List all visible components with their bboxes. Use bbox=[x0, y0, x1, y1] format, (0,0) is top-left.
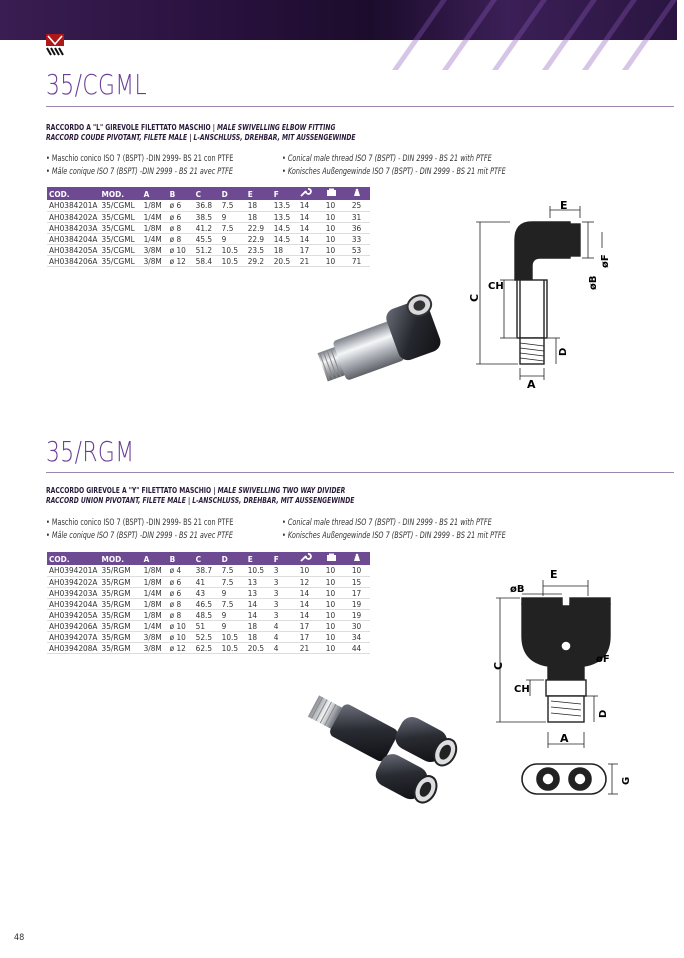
table-cell: 1/8M bbox=[142, 609, 168, 620]
spec-table bbox=[47, 187, 370, 267]
table-cell: 14 bbox=[298, 609, 324, 620]
table-cell: 35/RGM bbox=[100, 631, 142, 642]
dim-label: E bbox=[560, 199, 568, 212]
table-cell: 35/RGM bbox=[100, 565, 142, 576]
wrench-icon bbox=[300, 188, 310, 197]
table-cell: 20.5 bbox=[246, 642, 272, 653]
table-cell: 7.5 bbox=[220, 222, 246, 233]
table-cell: 10 bbox=[324, 587, 350, 598]
table-cell: 22.9 bbox=[246, 233, 272, 244]
table-row bbox=[47, 211, 370, 222]
table-cell: AH0394208A bbox=[47, 642, 100, 653]
table-cell: 18 bbox=[246, 200, 272, 211]
company-logo bbox=[45, 34, 65, 56]
table-cell: 35/RGM bbox=[100, 642, 142, 653]
table-cell: 51.2 bbox=[194, 244, 220, 255]
spec-bullets-left: • Maschio conico ISO 7 (BSPT) -DIN 2999- BS 21 con PTFE • Mâle conique ISO 7 (BSPT) -DIN 2999 - BS 21 avec PTFE bbox=[46, 152, 233, 178]
table-cell: 1/8M bbox=[142, 222, 168, 233]
table-cell: 62.5 bbox=[194, 642, 220, 653]
table-cell: ø 6 bbox=[168, 576, 194, 587]
table-cell: 17 bbox=[350, 587, 370, 598]
spec-table bbox=[47, 552, 370, 654]
table-cell: 38.7 bbox=[194, 565, 220, 576]
table-cell: 10 bbox=[324, 565, 350, 576]
table-cell: AH0394203A bbox=[47, 587, 100, 598]
table-cell: ø 12 bbox=[168, 642, 194, 653]
table-cell: AH0394204A bbox=[47, 598, 100, 609]
table-cell: 52.5 bbox=[194, 631, 220, 642]
table-cell: 3 bbox=[272, 565, 298, 576]
table-cell: ø 10 bbox=[168, 244, 194, 255]
table-cell: 35/CGML bbox=[100, 222, 142, 233]
table-cell: 9 bbox=[220, 587, 246, 598]
box-icon bbox=[326, 188, 337, 197]
page-number: 48 bbox=[14, 933, 25, 943]
weight-icon bbox=[352, 553, 362, 562]
table-row bbox=[47, 576, 370, 587]
table-cell: ø 8 bbox=[168, 222, 194, 233]
table-cell: 35/RGM bbox=[100, 620, 142, 631]
table-cell: 7.5 bbox=[220, 576, 246, 587]
table-cell: 3/8M bbox=[142, 244, 168, 255]
table-cell: 9 bbox=[220, 620, 246, 631]
table-cell: 17 bbox=[298, 244, 324, 255]
dim-label: CH bbox=[514, 684, 530, 695]
table-cell: 12 bbox=[298, 576, 324, 587]
y-divider-photo bbox=[298, 692, 468, 817]
table-row bbox=[47, 255, 370, 266]
dim-label: CH bbox=[488, 281, 504, 292]
table-cell: ø 8 bbox=[168, 233, 194, 244]
table-cell: 15 bbox=[350, 576, 370, 587]
table-cell: 10.5 bbox=[220, 244, 246, 255]
table-cell: 3/8M bbox=[142, 642, 168, 653]
elbow-fitting-photo bbox=[298, 294, 458, 384]
table-cell: ø 10 bbox=[168, 631, 194, 642]
y-divider-technical-drawing bbox=[488, 566, 638, 806]
table-cell: 10 bbox=[350, 565, 370, 576]
table-cell: 25 bbox=[350, 200, 370, 211]
table-cell: 4 bbox=[272, 642, 298, 653]
table-row bbox=[47, 222, 370, 233]
table-cell: 3/8M bbox=[142, 255, 168, 266]
table-cell: 3 bbox=[272, 587, 298, 598]
table-cell: 1/4M bbox=[142, 211, 168, 222]
table-cell: 14 bbox=[298, 200, 324, 211]
table-cell: 44 bbox=[350, 642, 370, 653]
table-cell: AH0384201A bbox=[47, 200, 100, 211]
table-cell: 23.5 bbox=[246, 244, 272, 255]
table-cell: 35/RGM bbox=[100, 609, 142, 620]
table-row bbox=[47, 233, 370, 244]
table-cell: 1/4M bbox=[142, 587, 168, 598]
table-cell: AH0384206A bbox=[47, 255, 100, 266]
table-cell: 18 bbox=[246, 631, 272, 642]
dim-label: G bbox=[621, 776, 632, 785]
table-cell: 45.5 bbox=[194, 233, 220, 244]
table-cell: 19 bbox=[350, 609, 370, 620]
table-cell: 48.5 bbox=[194, 609, 220, 620]
table-cell: 35/RGM bbox=[100, 598, 142, 609]
table-cell: 18 bbox=[246, 211, 272, 222]
table-cell: 10 bbox=[324, 620, 350, 631]
table-cell: 35/CGML bbox=[100, 233, 142, 244]
table-cell: AH0384205A bbox=[47, 244, 100, 255]
dim-label: C bbox=[492, 661, 505, 670]
table-cell: 58.4 bbox=[194, 255, 220, 266]
table-cell: 10.5 bbox=[220, 642, 246, 653]
dim-label: D bbox=[558, 347, 569, 356]
table-cell: AH0394207A bbox=[47, 631, 100, 642]
table-header-row: COD. MOD. A B C D E F bbox=[47, 552, 370, 565]
table-cell: 33 bbox=[350, 233, 370, 244]
box-icon bbox=[326, 553, 337, 562]
table-cell: 4 bbox=[272, 631, 298, 642]
table-cell: 10 bbox=[298, 565, 324, 576]
table-cell: 14 bbox=[246, 598, 272, 609]
table-row bbox=[47, 565, 370, 576]
table-cell: 7.5 bbox=[220, 565, 246, 576]
table-cell: 3 bbox=[272, 598, 298, 609]
table-cell: 10 bbox=[324, 233, 350, 244]
elbow-technical-drawing bbox=[470, 200, 630, 390]
dim-label: A bbox=[527, 378, 536, 391]
table-cell: 22.9 bbox=[246, 222, 272, 233]
dim-label: A bbox=[560, 732, 569, 745]
table-cell: 30 bbox=[350, 620, 370, 631]
table-cell: 41.2 bbox=[194, 222, 220, 233]
table-cell: 18 bbox=[246, 620, 272, 631]
table-cell: 10 bbox=[324, 255, 350, 266]
product-description: RACCORDO GIREVOLE A "Y" FILETTATO MASCHIO | MALE SWIVELLING TWO WAY DIVIDER RACCORD UNION PIVOTANT, FILETE MALE | L-ANSCHLUSS, DREHBAR, MIT AUSSENGEWINDE bbox=[46, 485, 355, 505]
table-cell: 53 bbox=[350, 244, 370, 255]
table-cell: AH0394201A bbox=[47, 565, 100, 576]
table-cell: 20.5 bbox=[272, 255, 298, 266]
table-cell: 51 bbox=[194, 620, 220, 631]
table-cell: 14.5 bbox=[272, 233, 298, 244]
table-cell: 21 bbox=[298, 642, 324, 653]
table-cell: 35/CGML bbox=[100, 255, 142, 266]
table-cell: 41 bbox=[194, 576, 220, 587]
table-cell: 1/4M bbox=[142, 233, 168, 244]
table-cell: 10.5 bbox=[220, 255, 246, 266]
table-header-row: COD. MOD. A B C D E F bbox=[47, 187, 370, 200]
table-cell: 14 bbox=[298, 233, 324, 244]
header-band bbox=[0, 0, 677, 40]
table-cell: 35/RGM bbox=[100, 587, 142, 598]
table-row bbox=[47, 642, 370, 653]
table-cell: 13.5 bbox=[272, 211, 298, 222]
table-cell: 46.5 bbox=[194, 598, 220, 609]
table-cell: 10 bbox=[324, 631, 350, 642]
table-cell: 14 bbox=[298, 222, 324, 233]
table-cell: AH0394202A bbox=[47, 576, 100, 587]
table-cell: 3 bbox=[272, 609, 298, 620]
table-cell: 1/8M bbox=[142, 598, 168, 609]
table-cell: 29.2 bbox=[246, 255, 272, 266]
table-cell: AH0384203A bbox=[47, 222, 100, 233]
table-cell: 19 bbox=[350, 598, 370, 609]
table-cell: 10.5 bbox=[220, 631, 246, 642]
product-description: RACCORDO A "L" GIREVOLE FILETTATO MASCHIO | MALE SWIVELLING ELBOW FITTING RACCORD COUDE PIVOTANT, FILETE MALE | L-ANSCHLUSS, DREHBAR, MIT AUSSENGEWINDE bbox=[46, 122, 356, 142]
table-row bbox=[47, 620, 370, 631]
dim-label: C bbox=[468, 293, 481, 302]
table-cell: ø 8 bbox=[168, 598, 194, 609]
table-cell: 3/8M bbox=[142, 631, 168, 642]
title-divider bbox=[46, 106, 674, 107]
table-cell: 10 bbox=[324, 576, 350, 587]
wrench-icon bbox=[300, 553, 310, 562]
dim-label: øB bbox=[588, 275, 599, 290]
table-row bbox=[47, 598, 370, 609]
dim-label: øF bbox=[600, 254, 611, 268]
table-cell: 10 bbox=[324, 642, 350, 653]
table-cell: 43 bbox=[194, 587, 220, 598]
table-cell: 1/8M bbox=[142, 576, 168, 587]
weight-icon bbox=[352, 188, 362, 197]
table-cell: 10 bbox=[324, 244, 350, 255]
spec-bullets-right: • Conical male thread ISO 7 (BSPT) - DIN 2999 - BS 21 with PTFE • Konisches Außengewinde ISO 7 (BSPT) - DIN 2999 - BS 21 mit PTFE bbox=[282, 516, 506, 542]
table-cell: 7.5 bbox=[220, 598, 246, 609]
table-row bbox=[47, 200, 370, 211]
table-cell: ø 12 bbox=[168, 255, 194, 266]
dim-label: øF bbox=[596, 654, 610, 665]
table-cell: 35/CGML bbox=[100, 244, 142, 255]
table-cell: 10 bbox=[324, 200, 350, 211]
table-cell: 14 bbox=[246, 609, 272, 620]
table-cell: 35/RGM bbox=[100, 576, 142, 587]
table-cell: 9 bbox=[220, 233, 246, 244]
table-cell: 14 bbox=[298, 587, 324, 598]
table-cell: 1/8M bbox=[142, 565, 168, 576]
table-cell: 10 bbox=[324, 598, 350, 609]
table-cell: 14.5 bbox=[272, 222, 298, 233]
table-cell: AH0394205A bbox=[47, 609, 100, 620]
table-row bbox=[47, 244, 370, 255]
table-cell: 71 bbox=[350, 255, 370, 266]
table-cell: 7.5 bbox=[220, 200, 246, 211]
table-cell: 35/CGML bbox=[100, 200, 142, 211]
table-cell: 9 bbox=[220, 609, 246, 620]
table-cell: 4 bbox=[272, 620, 298, 631]
spec-bullets-right: • Conical male thread ISO 7 (BSPT) - DIN 2999 - BS 21 with PTFE • Konisches Außengewinde ISO 7 (BSPT) - DIN 2999 - BS 21 mit PTFE bbox=[282, 152, 506, 178]
title-divider bbox=[46, 472, 674, 473]
table-cell: ø 6 bbox=[168, 211, 194, 222]
table-row bbox=[47, 631, 370, 642]
table-cell: 14 bbox=[298, 211, 324, 222]
table-cell: 1/8M bbox=[142, 200, 168, 211]
table-cell: 35/CGML bbox=[100, 211, 142, 222]
table-cell: 17 bbox=[298, 620, 324, 631]
table-cell: 21 bbox=[298, 255, 324, 266]
table-cell: 14 bbox=[298, 598, 324, 609]
table-cell: AH0394206A bbox=[47, 620, 100, 631]
table-cell: ø 8 bbox=[168, 609, 194, 620]
table-cell: 17 bbox=[298, 631, 324, 642]
spec-bullets-left: • Maschio conico ISO 7 (BSPT) -DIN 2999- BS 21 con PTFE • Mâle conique ISO 7 (BSPT) -DIN 2999 - BS 21 avec PTFE bbox=[46, 516, 233, 542]
dim-label: D bbox=[598, 709, 609, 718]
table-cell: 1/4M bbox=[142, 620, 168, 631]
table-cell: ø 10 bbox=[168, 620, 194, 631]
table-cell: AH0384204A bbox=[47, 233, 100, 244]
table-cell: 3 bbox=[272, 576, 298, 587]
table-cell: 10 bbox=[324, 211, 350, 222]
table-cell: 36.8 bbox=[194, 200, 220, 211]
table-cell: 13 bbox=[246, 587, 272, 598]
table-cell: ø 4 bbox=[168, 565, 194, 576]
table-cell: 13.5 bbox=[272, 200, 298, 211]
table-cell: 18 bbox=[272, 244, 298, 255]
table-cell: 13 bbox=[246, 576, 272, 587]
table-cell: 38.5 bbox=[194, 211, 220, 222]
table-cell: 34 bbox=[350, 631, 370, 642]
dim-label: øB bbox=[510, 584, 525, 595]
table-cell: ø 6 bbox=[168, 587, 194, 598]
section-title: 35/RGM bbox=[46, 435, 135, 468]
dim-label: E bbox=[550, 568, 558, 581]
table-row bbox=[47, 609, 370, 620]
table-cell: 31 bbox=[350, 211, 370, 222]
section-title: 35/CGML bbox=[46, 68, 148, 101]
table-cell: 36 bbox=[350, 222, 370, 233]
table-row bbox=[47, 587, 370, 598]
table-cell: 10 bbox=[324, 609, 350, 620]
table-cell: 10.5 bbox=[246, 565, 272, 576]
table-cell: 10 bbox=[324, 222, 350, 233]
table-cell: AH0384202A bbox=[47, 211, 100, 222]
table-cell: ø 6 bbox=[168, 200, 194, 211]
table-cell: 9 bbox=[220, 211, 246, 222]
